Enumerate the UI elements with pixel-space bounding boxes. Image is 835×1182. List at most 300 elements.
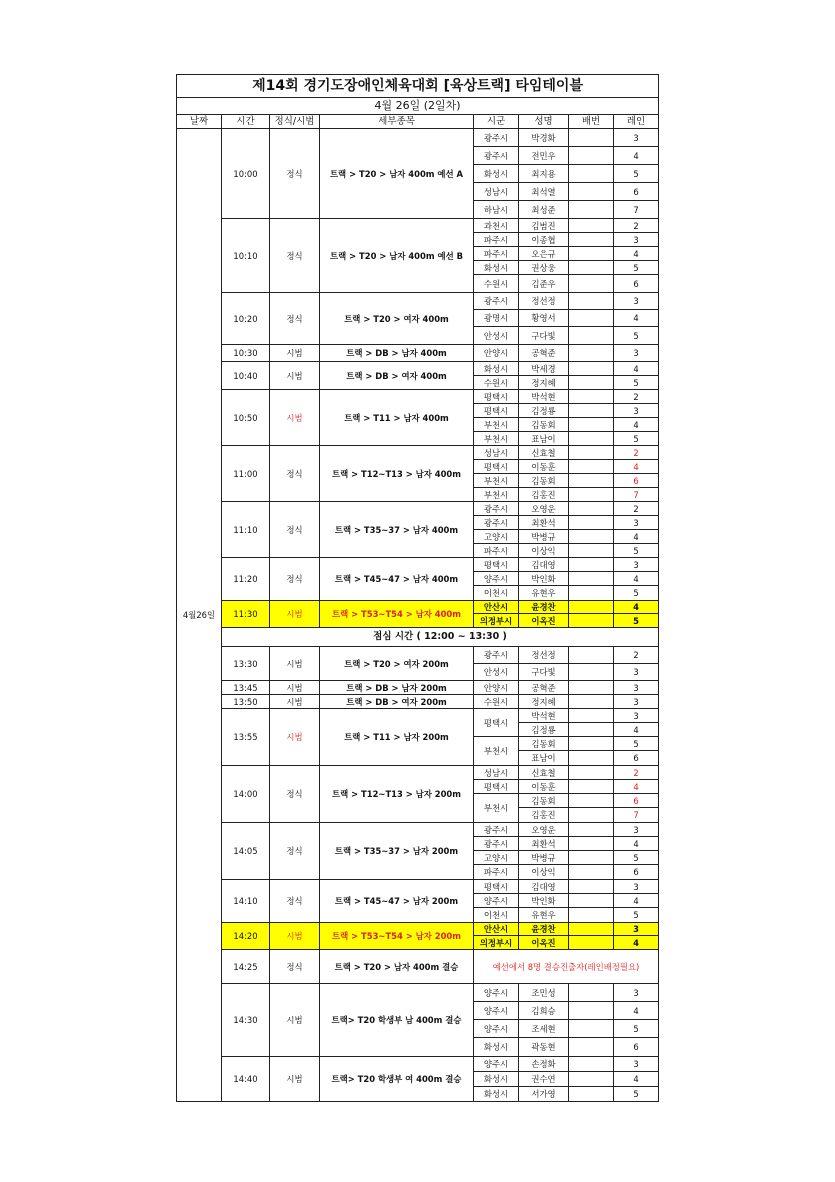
athlete-bib [569,751,614,766]
athlete-bib [569,362,614,376]
athlete-name: 공혁준 [519,345,569,362]
athlete-name: 김정룡 [519,404,569,418]
athlete-bib [569,261,614,275]
athlete-city: 광주시 [474,516,519,530]
athlete-city: 평택시 [474,460,519,474]
athlete-lane: 4 [614,147,659,165]
header-event: 세부종목 [320,115,474,129]
athlete-city: 고양시 [474,851,519,865]
athlete-name: 김대영 [519,558,569,572]
athlete-name: 이종협 [519,233,569,247]
event-type: 시범 [270,1057,320,1102]
athlete-bib [569,446,614,460]
athlete-bib [569,647,614,664]
athlete-lane: 4 [614,1002,659,1020]
event-name: 트랙 > T11 > 남자 200m [320,709,474,766]
athlete-lane: 2 [614,390,659,404]
header-time: 시간 [222,115,270,129]
athlete-lane: 5 [614,586,659,601]
athlete-city: 광명시 [474,310,519,327]
athlete-bib [569,851,614,865]
event-name: 트랙 > DB > 여자 200m [320,695,474,709]
event-row [177,345,659,362]
athlete-city: 안양시 [474,345,519,362]
header-type: 정식/시범 [270,115,320,129]
header-bib: 배번 [569,115,614,129]
athlete-bib [569,390,614,404]
event-row [177,923,659,936]
event-type: 정식 [270,129,320,219]
lunch-break: 점심 시간 ( 12:00 ~ 13:30 ) [222,628,659,647]
athlete-name: 박인화 [519,894,569,908]
athlete-bib [569,544,614,558]
athlete-bib [569,219,614,233]
athlete-city: 평택시 [474,404,519,418]
athlete-lane: 3 [614,923,659,936]
athlete-name: 정지혜 [519,376,569,390]
athlete-bib [569,695,614,709]
event-type: 시범 [270,709,320,766]
athlete-lane: 3 [614,695,659,709]
athlete-lane: 4 [614,460,659,474]
athlete-name: 김범진 [519,219,569,233]
athlete-lane: 7 [614,808,659,823]
event-name: 트랙 > T20 > 여자 200m [320,647,474,681]
header-date: 날짜 [177,115,222,129]
athlete-lane: 3 [614,404,659,418]
athlete-lane: 5 [614,737,659,751]
event-type: 시범 [270,923,320,950]
athlete-bib [569,1087,614,1102]
event-name: 트랙 > T12~T13 > 남자 400m [320,446,474,502]
athlete-name: 박경화 [519,129,569,147]
athlete-lane: 5 [614,261,659,275]
event-row [177,984,659,1002]
event-name: 트랙 > DB > 여자 400m [320,362,474,390]
athlete-name: 신효철 [519,446,569,460]
athlete-city: 광주시 [474,293,519,310]
athlete-bib [569,681,614,695]
athlete-bib [569,586,614,601]
athlete-name: 곽동현 [519,1038,569,1057]
athlete-lane: 5 [614,908,659,923]
event-type: 정식 [270,823,320,880]
athlete-name: 윤경찬 [519,601,569,614]
athlete-name: 이옥진 [519,936,569,950]
athlete-name: 손정화 [519,1057,569,1072]
event-type: 시범 [270,601,320,628]
athlete-bib [569,327,614,345]
event-row [177,446,659,460]
athlete-bib [569,530,614,544]
event-row [177,129,659,147]
athlete-lane: 4 [614,894,659,908]
athlete-name: 구다빛 [519,327,569,345]
athlete-bib [569,488,614,502]
athlete-city: 양주시 [474,1057,519,1072]
athlete-name: 이옥진 [519,614,569,628]
athlete-name: 박병규 [519,851,569,865]
athlete-name: 김동회 [519,794,569,808]
athlete-lane: 4 [614,530,659,544]
athlete-bib [569,780,614,794]
athlete-lane: 6 [614,865,659,880]
event-row [177,766,659,780]
event-type: 시범 [270,695,320,709]
athlete-city: 양주시 [474,1002,519,1020]
athlete-name: 최지용 [519,165,569,183]
athlete-city: 의정부시 [474,614,519,628]
athlete-bib [569,1072,614,1087]
athlete-name: 김동회 [519,474,569,488]
athlete-bib [569,723,614,737]
athlete-lane: 5 [614,1020,659,1038]
event-time: 14:30 [222,984,270,1057]
event-row [177,880,659,894]
event-type: 정식 [270,950,320,984]
athlete-name: 김대영 [519,880,569,894]
athlete-lane: 6 [614,751,659,766]
athlete-name: 박인화 [519,572,569,586]
athlete-name: 김동회 [519,418,569,432]
event-type: 시범 [270,647,320,681]
event-time: 11:10 [222,502,270,558]
athlete-bib [569,474,614,488]
athlete-lane: 6 [614,1038,659,1057]
event-time: 11:30 [222,601,270,628]
athlete-city: 의정부시 [474,936,519,950]
athlete-name: 전민우 [519,147,569,165]
athlete-lane: 4 [614,780,659,794]
event-time: 13:30 [222,647,270,681]
athlete-city: 화성시 [474,1087,519,1102]
athlete-name: 최환석 [519,837,569,851]
athlete-lane: 3 [614,129,659,147]
athlete-lane: 7 [614,201,659,219]
athlete-bib [569,936,614,950]
athlete-lane: 6 [614,474,659,488]
athlete-city: 광주시 [474,647,519,664]
athlete-lane: 3 [614,880,659,894]
day-subtitle: 4월 26일 (2일차) [177,98,659,115]
athlete-name: 최환석 [519,516,569,530]
event-row [177,558,659,572]
athlete-name: 박병규 [519,530,569,544]
event-time: 13:45 [222,681,270,695]
athlete-city: 평택시 [474,780,519,794]
athlete-name: 오영운 [519,823,569,837]
event-name: 트랙 > T45~47 > 남자 200m [320,880,474,923]
athlete-lane: 3 [614,345,659,362]
event-type: 정식 [270,446,320,502]
athlete-name: 표남이 [519,751,569,766]
event-row [177,390,659,404]
athlete-city: 평택시 [474,558,519,572]
athlete-city: 양주시 [474,1020,519,1038]
athlete-bib [569,558,614,572]
athlete-name: 권상웅 [519,261,569,275]
athlete-city: 파주시 [474,247,519,261]
event-time: 10:20 [222,293,270,345]
athlete-bib [569,614,614,628]
athlete-bib [569,709,614,723]
event-name: 트랙 > T53~T54 > 남자 200m [320,923,474,950]
athlete-bib [569,1020,614,1038]
athlete-lane: 3 [614,664,659,681]
athlete-lane: 6 [614,275,659,293]
athlete-lane: 3 [614,558,659,572]
athlete-lane: 5 [614,614,659,628]
athlete-name: 유현우 [519,908,569,923]
athlete-city: 광주시 [474,502,519,516]
athlete-bib [569,183,614,201]
athlete-name: 김홍진 [519,808,569,823]
athlete-city: 이천시 [474,908,519,923]
athlete-name: 박석현 [519,709,569,723]
athlete-bib [569,516,614,530]
athlete-bib [569,147,614,165]
header-lane: 레인 [614,115,659,129]
event-time: 14:00 [222,766,270,823]
athlete-lane: 3 [614,681,659,695]
event-row [177,695,659,709]
athlete-bib [569,310,614,327]
athlete-bib [569,247,614,261]
event-row [177,362,659,376]
athlete-name: 구다빛 [519,664,569,681]
athlete-city: 과천시 [474,219,519,233]
athlete-name: 정지혜 [519,695,569,709]
athlete-lane: 5 [614,376,659,390]
event-row [177,709,659,723]
athlete-bib [569,664,614,681]
athlete-lane: 5 [614,432,659,446]
event-time: 10:30 [222,345,270,362]
athlete-city: 수원시 [474,376,519,390]
athlete-name: 이동훈 [519,460,569,474]
athlete-lane: 3 [614,823,659,837]
athlete-bib [569,794,614,808]
athlete-city: 양주시 [474,984,519,1002]
athlete-lane: 2 [614,502,659,516]
athlete-bib [569,894,614,908]
athlete-lane: 4 [614,601,659,614]
event-name: 트랙 > T45~47 > 남자 400m [320,558,474,601]
athlete-name: 김희승 [519,1002,569,1020]
athlete-name: 최석열 [519,183,569,201]
athlete-city: 화성시 [474,362,519,376]
athlete-city: 광주시 [474,129,519,147]
athlete-city: 수원시 [474,275,519,293]
athlete-name: 정선정 [519,647,569,664]
athlete-lane: 4 [614,572,659,586]
event-time: 13:50 [222,695,270,709]
athlete-city: 하남시 [474,201,519,219]
athlete-city: 파주시 [474,233,519,247]
athlete-bib [569,129,614,147]
athlete-city: 안산시 [474,601,519,614]
athlete-city: 안성시 [474,664,519,681]
athlete-name: 이상익 [519,865,569,880]
event-row [177,1057,659,1072]
athlete-bib [569,1038,614,1057]
athlete-name: 김동회 [519,737,569,751]
event-time: 14:10 [222,880,270,923]
event-type: 시범 [270,345,320,362]
athlete-city: 부천시 [474,432,519,446]
event-name: 트랙 > DB > 남자 200m [320,681,474,695]
athlete-bib [569,984,614,1002]
athlete-city: 평택시 [474,390,519,404]
athlete-lane: 5 [614,327,659,345]
athlete-lane: 4 [614,247,659,261]
athlete-city: 성남시 [474,766,519,780]
event-type: 정식 [270,502,320,558]
athlete-city: 평택시 [474,880,519,894]
event-name: 트랙 > T20 > 남자 400m 예선 A [320,129,474,219]
event-type: 정식 [270,219,320,293]
event-name: 트랙 > T53~T54 > 남자 400m [320,601,474,628]
athlete-bib [569,165,614,183]
event-name: 트랙 > T11 > 남자 400m [320,390,474,446]
athlete-lane: 3 [614,984,659,1002]
athlete-lane: 6 [614,794,659,808]
event-name: 트랙> T20 학생부 남 400m 결승 [320,984,474,1057]
athlete-bib [569,404,614,418]
athlete-city: 고양시 [474,530,519,544]
event-name: 트랙 > DB > 남자 400m [320,345,474,362]
athlete-bib [569,502,614,516]
event-type: 시범 [270,362,320,390]
event-row [177,601,659,614]
event-row [177,293,659,310]
athlete-lane: 4 [614,936,659,950]
athlete-bib [569,201,614,219]
athlete-bib [569,432,614,446]
athlete-city: 화성시 [474,1072,519,1087]
athlete-lane: 2 [614,766,659,780]
athlete-city: 부천시 [474,737,519,766]
athlete-city: 화성시 [474,1038,519,1057]
athlete-bib [569,601,614,614]
athlete-city: 광주시 [474,823,519,837]
athlete-lane: 3 [614,233,659,247]
athlete-bib [569,293,614,310]
athlete-bib [569,572,614,586]
event-name: 트랙 > T12~T13 > 남자 200m [320,766,474,823]
athlete-lane: 5 [614,544,659,558]
athlete-name: 조민성 [519,984,569,1002]
athlete-name: 표남이 [519,432,569,446]
event-name: 트랙 > T20 > 여자 400m [320,293,474,345]
athlete-name: 오영운 [519,502,569,516]
event-time: 10:40 [222,362,270,390]
event-time: 14:20 [222,923,270,950]
athlete-bib [569,880,614,894]
athlete-bib [569,766,614,780]
athlete-lane: 4 [614,1072,659,1087]
athlete-city: 파주시 [474,865,519,880]
page-title: 제14회 경기도장애인체육대회 [육상트랙] 타임테이블 [177,75,659,98]
athlete-lane: 2 [614,647,659,664]
athlete-name: 이동훈 [519,780,569,794]
event-name: 트랙 > T35~37 > 남자 400m [320,502,474,558]
athlete-name: 김정룡 [519,723,569,737]
event-time: 14:05 [222,823,270,880]
athlete-name: 조세현 [519,1020,569,1038]
event-type: 시범 [270,390,320,446]
athlete-city: 이천시 [474,586,519,601]
athlete-lane: 3 [614,293,659,310]
athlete-city: 평택시 [474,709,519,737]
athlete-city: 부천시 [474,418,519,432]
athlete-bib [569,418,614,432]
athlete-name: 황영서 [519,310,569,327]
athlete-city: 화성시 [474,261,519,275]
athlete-name: 서가영 [519,1087,569,1102]
athlete-lane: 2 [614,446,659,460]
athlete-lane: 4 [614,723,659,737]
header-row [177,115,659,129]
event-row [177,502,659,516]
athlete-lane: 3 [614,709,659,723]
athlete-lane: 4 [614,362,659,376]
athlete-bib [569,460,614,474]
athlete-lane: 2 [614,219,659,233]
athlete-name: 김홍진 [519,488,569,502]
athlete-city: 화성시 [474,165,519,183]
athlete-lane: 3 [614,1057,659,1072]
date-cell: 4월26일 [177,129,222,1102]
event-type: 정식 [270,880,320,923]
event-type: 시범 [270,681,320,695]
athlete-city: 양주시 [474,572,519,586]
athlete-bib [569,376,614,390]
athlete-city: 양주시 [474,894,519,908]
athlete-name: 최성준 [519,201,569,219]
event-row [177,823,659,837]
athlete-bib [569,808,614,823]
athlete-bib [569,837,614,851]
event-name: 트랙 > T20 > 남자 400m 결승 [320,950,474,984]
event-type: 시범 [270,984,320,1057]
timetable [176,74,659,1102]
athlete-name: 이상익 [519,544,569,558]
event-time: 10:50 [222,390,270,446]
athlete-name: 유현우 [519,586,569,601]
event-time: 10:00 [222,129,270,219]
timetable-sheet [176,74,658,1102]
athlete-bib [569,923,614,936]
event-type: 정식 [270,766,320,823]
athlete-city: 안성시 [474,327,519,345]
event-time: 14:25 [222,950,270,984]
event-type: 정식 [270,293,320,345]
header-city: 시군 [474,115,519,129]
athlete-city: 부천시 [474,488,519,502]
event-time: 11:00 [222,446,270,502]
athlete-city: 성남시 [474,446,519,460]
athlete-name: 윤경찬 [519,923,569,936]
athlete-bib [569,345,614,362]
athlete-name: 정선정 [519,293,569,310]
athlete-name: 박석현 [519,390,569,404]
event-name: 트랙> T20 학생부 여 400m 결승 [320,1057,474,1102]
athlete-city: 안산시 [474,923,519,936]
athlete-bib [569,1057,614,1072]
event-time: 14:40 [222,1057,270,1102]
athlete-lane: 6 [614,183,659,201]
